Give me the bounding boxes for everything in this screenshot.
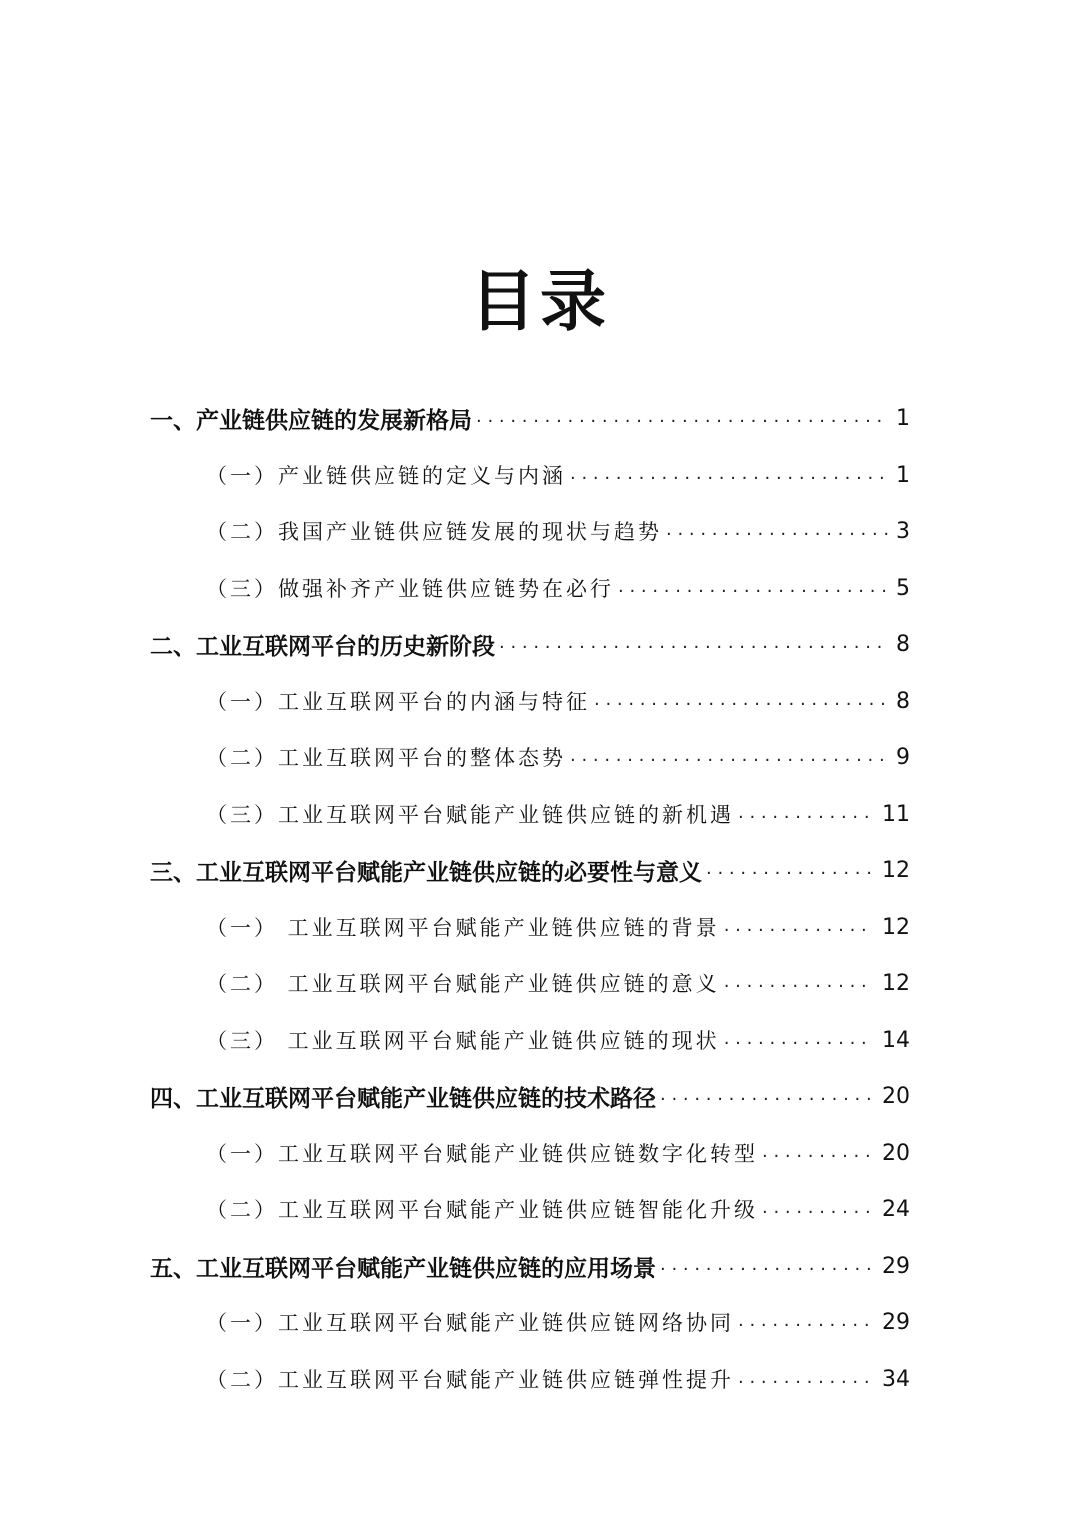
toc-entry-text: 五、工业互联网平台赋能产业链供应链的应用场景: [150, 1255, 656, 1282]
toc-page-number: 34: [882, 1366, 910, 1392]
toc-page-number: 20: [882, 1083, 910, 1109]
toc-page-number: 29: [882, 1253, 910, 1279]
toc-entry[interactable]: [150, 1238, 910, 1294]
toc-entry-text: （三） 工业互联网平台赋能产业链供应链的现状: [206, 1029, 720, 1053]
toc-entry[interactable]: [206, 673, 910, 729]
toc-entry-text: （二） 工业互联网平台赋能产业链供应链的意义: [206, 972, 720, 996]
toc-entry[interactable]: [206, 447, 910, 503]
toc-entry[interactable]: [206, 899, 910, 955]
toc-dot-leader: [618, 576, 888, 600]
toc-page-number: 12: [882, 857, 910, 883]
toc-entry-text: 四、工业互联网平台赋能产业链供应链的技术路径: [150, 1085, 656, 1112]
toc-page-number: 1: [896, 405, 910, 431]
toc-entry[interactable]: [206, 1012, 910, 1068]
toc-dot-leader: [660, 1254, 874, 1278]
toc-entry-text: 三、工业互联网平台赋能产业链供应链的必要性与意义: [150, 859, 702, 886]
toc-page-number: 12: [882, 914, 910, 940]
toc-page-number: 3: [896, 518, 910, 544]
toc-entry-text: （二）我国产业链供应链发展的现状与趋势: [206, 520, 662, 544]
toc-entry[interactable]: [150, 842, 910, 898]
toc-dot-leader: [666, 519, 888, 543]
toc-dot-leader: [738, 802, 874, 826]
toc-entry[interactable]: [206, 1181, 910, 1237]
toc-entry-text: （三）工业互联网平台赋能产业链供应链的新机遇: [206, 803, 734, 827]
toc-entry[interactable]: [206, 1125, 910, 1181]
toc-dot-leader: [594, 689, 888, 713]
toc-entry[interactable]: [206, 729, 910, 785]
toc-dot-leader: [706, 858, 874, 882]
toc-page-number: 1: [896, 462, 910, 488]
toc-entry-text: 一、产业链供应链的发展新格局: [150, 407, 472, 434]
toc-entry-text: （一）产业链供应链的定义与内涵: [206, 464, 566, 488]
toc-dot-leader: [762, 1141, 874, 1165]
toc-entry-text: （三）做强补齐产业链供应链势在必行: [206, 577, 614, 601]
toc-entry[interactable]: [206, 560, 910, 616]
toc-dot-leader: [738, 1367, 874, 1391]
toc-entry[interactable]: [206, 503, 910, 559]
toc-dot-leader: [660, 1084, 874, 1108]
toc-entry-text: （一） 工业互联网平台赋能产业链供应链的背景: [206, 916, 720, 940]
toc-dot-leader: [499, 632, 888, 656]
toc-dot-leader: [724, 971, 874, 995]
toc-entry-text: （一）工业互联网平台的内涵与特征: [206, 690, 590, 714]
toc-entry[interactable]: [206, 1351, 910, 1407]
toc-entry-text: （二）工业互联网平台的整体态势: [206, 746, 566, 770]
toc-page-number: 11: [882, 801, 910, 827]
toc-entry-text: （一）工业互联网平台赋能产业链供应链网络协同: [206, 1311, 734, 1335]
toc-dot-leader: [570, 463, 888, 487]
toc-dot-leader: [724, 1028, 874, 1052]
toc-dot-leader: [738, 1310, 874, 1334]
toc-entry[interactable]: [150, 390, 910, 446]
toc-page-number: 14: [882, 1027, 910, 1053]
toc-entry-text: （二）工业互联网平台赋能产业链供应链智能化升级: [206, 1198, 758, 1222]
toc-entry[interactable]: [150, 1068, 910, 1124]
toc-dot-leader: [570, 745, 888, 769]
toc-dot-leader: [762, 1197, 874, 1221]
toc-entry[interactable]: [206, 786, 910, 842]
toc-page-number: 9: [896, 744, 910, 770]
toc-page-number: 8: [896, 688, 910, 714]
toc-entry-text: （二）工业互联网平台赋能产业链供应链弹性提升: [206, 1368, 734, 1392]
toc-page-number: 20: [882, 1140, 910, 1166]
toc-page-number: 29: [882, 1309, 910, 1335]
toc-page-number: 12: [882, 970, 910, 996]
toc-page-number: 24: [882, 1196, 910, 1222]
toc-entry[interactable]: [150, 616, 910, 672]
toc-page-number: 5: [896, 575, 910, 601]
toc-dot-leader: [476, 406, 888, 430]
toc-entry-text: （一）工业互联网平台赋能产业链供应链数字化转型: [206, 1142, 758, 1166]
toc-dot-leader: [724, 915, 874, 939]
toc-entry[interactable]: [206, 955, 910, 1011]
toc-entry-text: 二、工业互联网平台的历史新阶段: [150, 633, 495, 660]
page-title: 目录: [470, 263, 610, 340]
toc-entry[interactable]: [206, 1294, 910, 1350]
toc-page-number: 8: [896, 631, 910, 657]
